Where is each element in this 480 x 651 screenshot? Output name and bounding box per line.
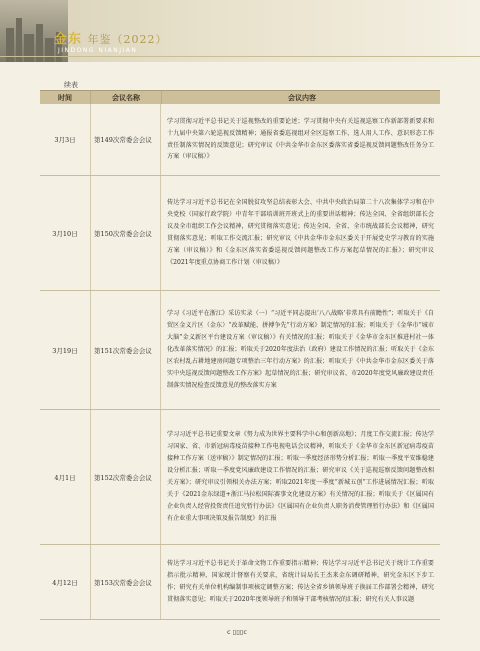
- meeting-name: 第151次常委会会议: [90, 291, 160, 409]
- meeting-name: 第149次常委会会议: [90, 104, 160, 175]
- meeting-date: 4月1日: [54, 473, 76, 482]
- yearbook-title: 金东 年鉴（2022）: [54, 32, 168, 47]
- table-row: [40, 410, 440, 545]
- meeting-name: 第150次常委会会议: [90, 176, 160, 290]
- meetings-table: [40, 90, 440, 620]
- meeting-content: 传达学习习近平总书记在全国脱贫攻坚总结表彰大会、中共中央政治局第二十八次集体学习和在中央党校（国家行政学院）中青年干部培训班开班式上的重要讲话精神；传达全国、全省组织部长会议及全市组织工作会议精神，研究贯彻落实意见；传达全国、全省、全市统战部长会议精神，研究贯彻落实意见；听取工作交流汇报；研究审议《中共金华市金东区委关于开展党史学习教育的实施方案（审议稿）》和《金东区落实省委巡视反馈问题整改工作方案起草情况的汇报》；研究审议《2021年度重点协商工作计划（审议稿）》: [160, 176, 440, 290]
- meeting-content: 学习贯彻习近平总书记关于巡视整改的重要论述；学习贯彻中央有关巡视巡察工作新部署新要求和十九届中央第六轮巡视反馈精神；通报省委巡视组对全区巡察工作、选人用人工作、意识形态工作责任制落实情况的反馈意见；研究审议《中共金华市金东区委落实省委巡视反馈问题整改任务分工方案（审议稿）》: [160, 104, 440, 175]
- column-header-meeting-name: 会议名称: [90, 91, 161, 104]
- meeting-content: 传达学习习近平总书记关于革命文物工作重要指示精神；传达学习习近平总书记关于统计工作重要指示批示精神、国家统计督察有关要求，省统计局局长王杰来金东调研精神，研究金东区下步工作；研究有关单位机构编制事项核定调整方案；传达全省乡镇领导班子换届工作部署会精神，研究贯彻落实意见；听取关于2020年度领导班子和领导干部考核情况的汇报；研究有关人事议题: [160, 545, 440, 619]
- table-row: [40, 176, 440, 291]
- table-row: [40, 545, 440, 620]
- meeting-content: 学习《习近平在浙江》采访实录（一）“习近平同志提出‘八八战略’非常具有前瞻性”；听取关于《自贸区金义片区（金东）“改革赋能、拼搏争先”行动方案》制定情况的汇报；听取关于《金华市“城市大脑”金义新区平台建设方案（审议稿）》有关情况的汇报；听取关于《金华市金东区推进村社一体化改革落实情况》的汇报；听取关于2020年度法治（政府）建设工作情况的汇报；听取关于《金东区农村乱占耕地建房问题专项整治三年行动方案》的汇报；听取关于《中共金华市金东区委关于落实中央巡视反馈问题整改工作方案》起草情况的汇报；研究审议省、市2020年度党风廉政建设责任制落实情况检查反馈意见的整改落实方案: [160, 291, 440, 409]
- meeting-date: 3月3日: [54, 136, 76, 144]
- page-number: c ▯▯▯c: [227, 628, 247, 636]
- meeting-date: 3月19日: [52, 346, 78, 355]
- table-row: [40, 104, 440, 176]
- meeting-name: 第152次常委会会议: [90, 410, 160, 544]
- table-header: [40, 90, 440, 104]
- meeting-name: 第153次常委会会议: [90, 545, 160, 619]
- page-header: [0, 0, 480, 62]
- yearbook-subtitle: JINDONG NIANJIAN: [58, 47, 138, 54]
- column-header-meeting-content: 会议内容: [161, 91, 442, 104]
- column-header-date: 时间: [58, 92, 72, 102]
- meeting-date: 4月12日: [52, 578, 78, 587]
- yearbook-year: 年鉴（2022）: [87, 33, 168, 46]
- continued-label: 续表: [64, 81, 78, 89]
- meeting-date: 3月10日: [52, 229, 78, 238]
- table-row: [40, 291, 440, 410]
- header-rule: [0, 56, 480, 57]
- meeting-content: 学习习近平总书记重要文章《努力成为世界主要科学中心和创新高地》；月度工作交流汇报；传达学习国家、省、市新冠病毒疫苗接种工作电视电话会议精神，听取关于《金华市金东区新冠病毒疫苗接种工作方案（送审稿）》制定情况的汇报；听取一季度经济形势分析汇报；听取一季度平安维稳建设分析汇报；听取一季度党风廉政建设工作情况的汇报；研究审议《关于巡视巡察反馈问题整改相关方案》；研究审议引领相关办法方案；听取2021年度一季度“新城五创”工作进展情况汇报；听取关于《2021金东绿道+浙江马拉松国际赛事文化建设方案》有关情况的汇报；听取关于《区属国有企业负责人经营投资责任追究暂行办法》《区属国有企业负责人职务消费管理暂行办法》和《区属国有企业重大事项决策及报告制度》的汇报: [160, 410, 440, 544]
